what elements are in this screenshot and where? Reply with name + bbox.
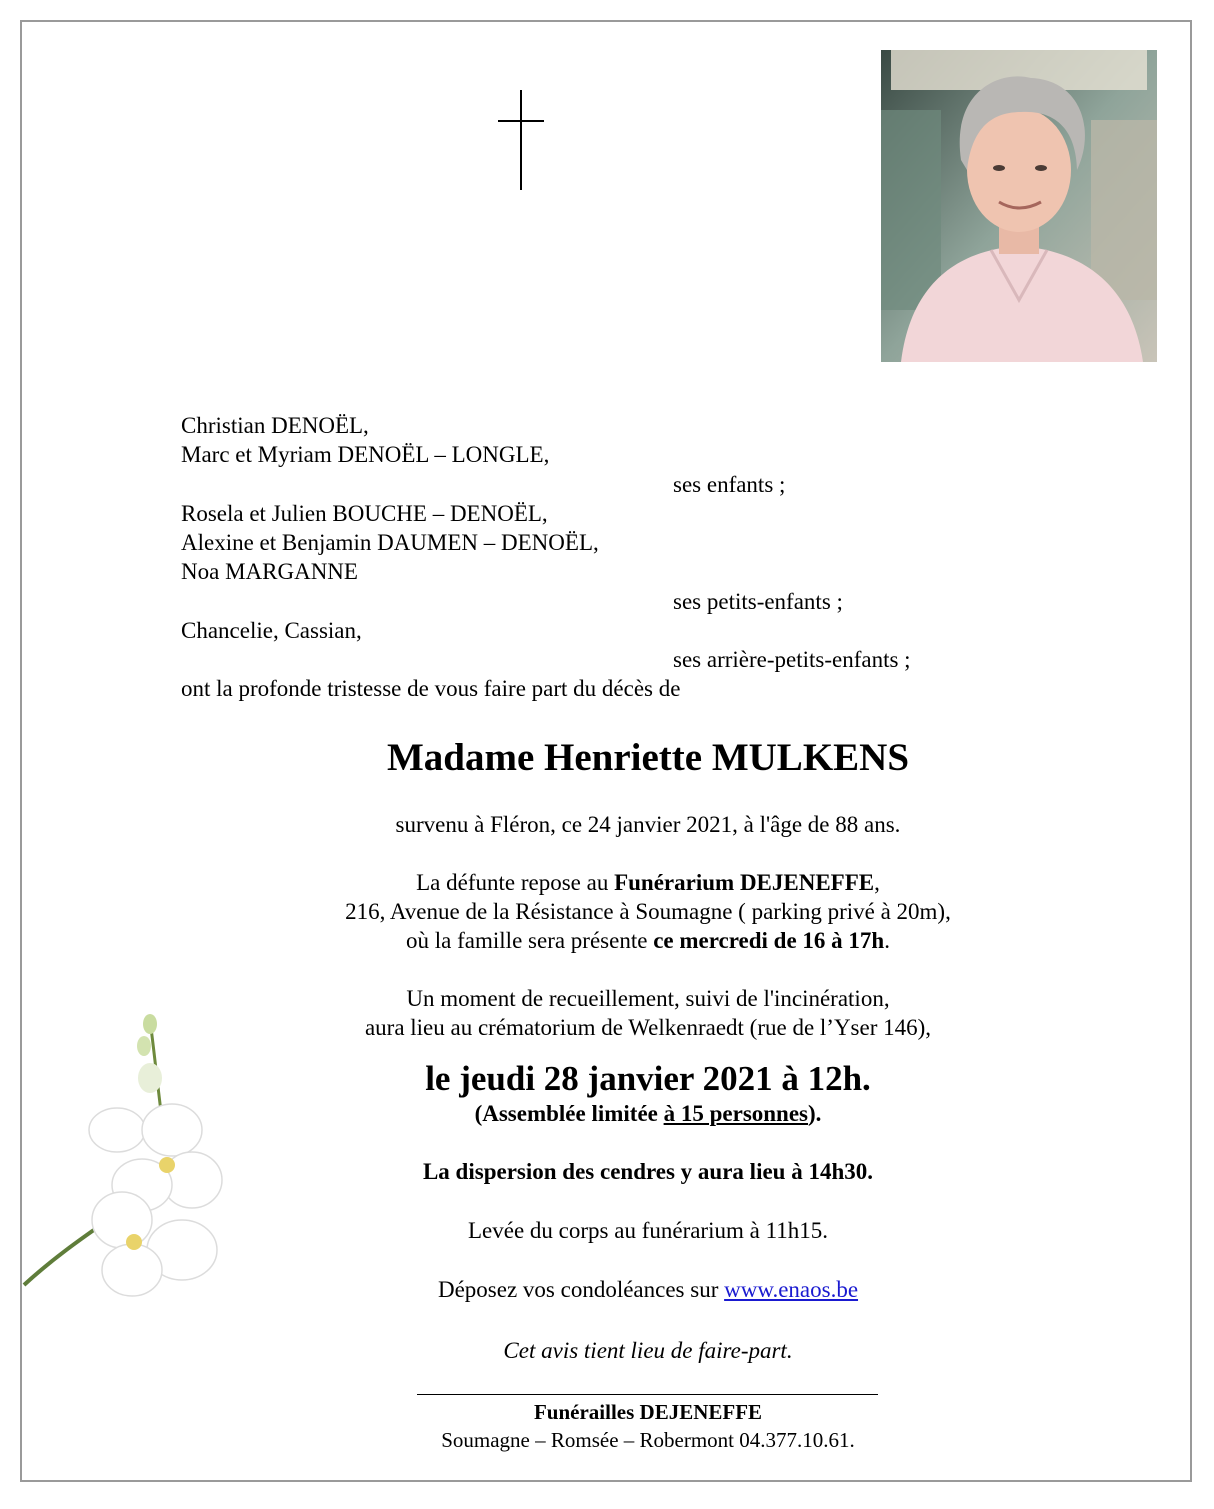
limit-count: à 15 personnes [663, 1101, 809, 1126]
family-announce: ont la profonde tristesse de vous faire part du décès de [181, 676, 681, 701]
family-children-1: Christian DENOËL, [181, 413, 369, 438]
portrait-photo [881, 50, 1157, 362]
family-great-1: Chancelie, Cassian, [181, 618, 362, 643]
visit-text: où la famille sera présente [406, 928, 654, 953]
family-grand-3: Noa MARGANNE [181, 559, 358, 584]
condolences-link[interactable]: www.enaos.be [724, 1277, 859, 1302]
footer-company: Funérailles DEJENEFFE [533, 1400, 763, 1424]
family-children-2: Marc et Myriam DENOËL – LONGLE, [181, 442, 550, 467]
family-grand-1: Rosela et Julien BOUCHE – DENOËL, [181, 501, 548, 526]
family-great-label: ses arrière-petits-enfants ; [673, 647, 911, 672]
footer-address: Soumagne – Romsée – Robermont 04.377.10.61. [441, 1428, 855, 1452]
death-details: survenu à Fléron, ce 24 janvier 2021, à l'âge de 88 ans. [395, 812, 901, 837]
orchid-decoration [22, 1010, 252, 1300]
limit-close: ). [808, 1101, 822, 1126]
funerarium-comma: , [874, 870, 880, 895]
dispersion: La dispersion des cendres y aura lieu à 14h30. [422, 1159, 874, 1184]
funerarium-address: 216, Avenue de la Résistance à Soumagne ( parking privé à 20m), [345, 899, 951, 924]
family-grand-label: ses petits-enfants ; [673, 589, 843, 614]
funerarium-line-1 [0, 869, 1214, 897]
visit-period: . [884, 928, 890, 953]
faire-part-note: Cet avis tient lieu de faire-part. [503, 1338, 793, 1363]
funerarium-line-3 [0, 927, 1214, 955]
ceremony-line-1: Un moment de recueillement, suivi de l'incinération, [406, 986, 890, 1011]
levee: Levée du corps au funérarium à 11h15. [468, 1218, 828, 1243]
condolences-text: Déposez vos condoléances sur [437, 1277, 725, 1302]
funerarium-text: La défunte repose au [416, 870, 615, 895]
family-grand-2: Alexine et Benjamin DAUMEN – DENOËL, [181, 530, 599, 555]
visit-time: ce mercredi de 16 à 17h [653, 928, 885, 953]
ceremony-line-2: aura lieu au crématorium de Welkenraedt (rue de l’Yser 146), [364, 1015, 932, 1040]
deceased-name: Madame Henriette MULKENS [386, 736, 910, 779]
ceremony-date: le jeudi 28 janvier 2021 à 12h. [425, 1059, 871, 1098]
footer-divider [417, 1394, 878, 1395]
funerarium-name: Funérarium DEJENEFFE [614, 870, 875, 895]
cross-icon [498, 90, 544, 190]
family-children-label: ses enfants ; [673, 472, 786, 497]
limit-text: (Assemblée limitée [474, 1101, 664, 1126]
